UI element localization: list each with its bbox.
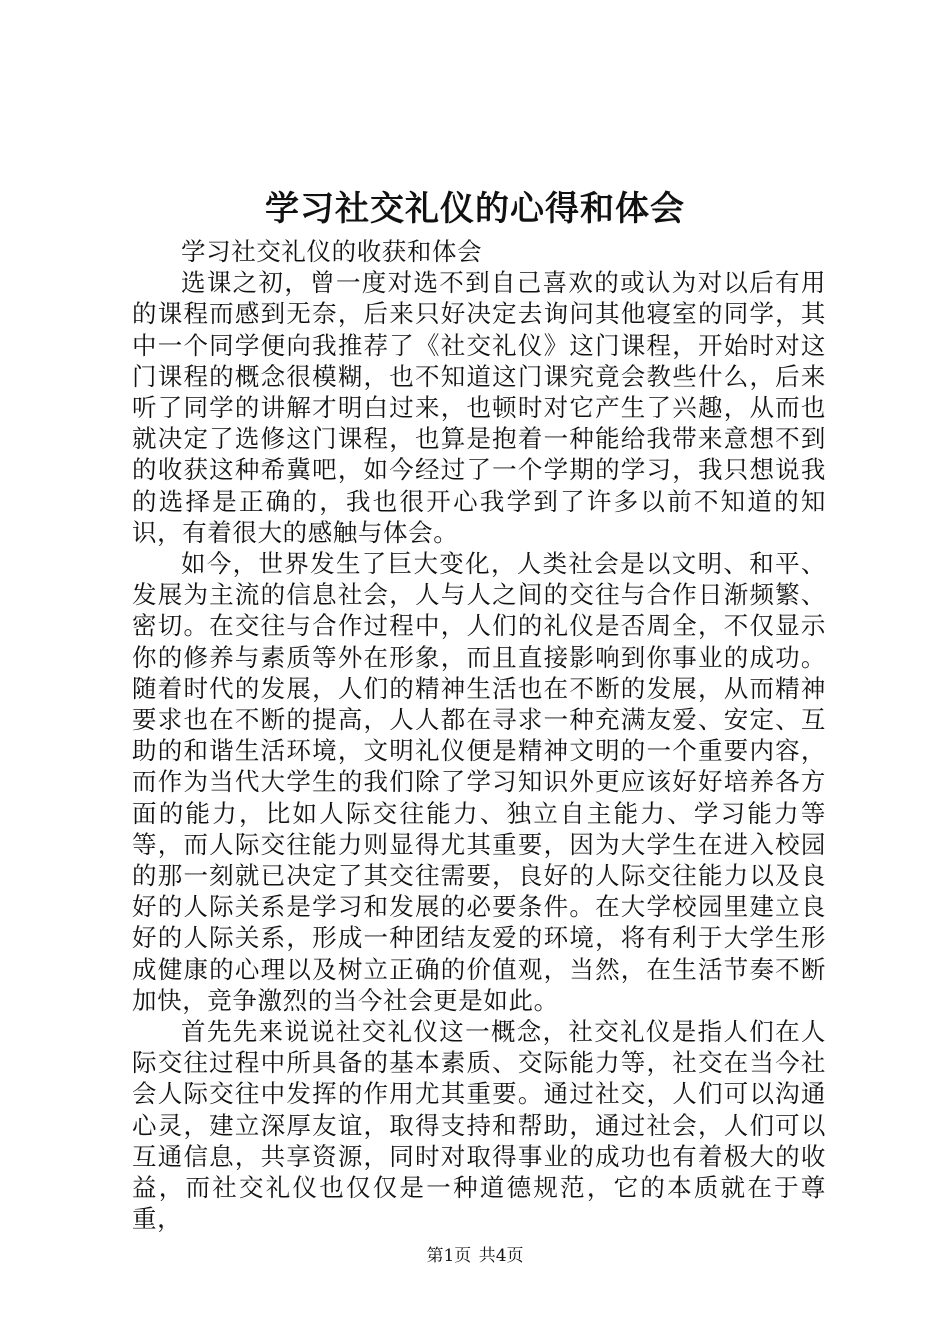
document-body — [132, 236, 826, 1235]
document-title: 学习社交礼仪的心得和体会 — [265, 189, 685, 229]
subtitle-paragraph: 学习社交礼仪的收获和体会 — [181, 237, 483, 266]
page-footer — [0, 1244, 950, 1268]
page-number: 第1页 — [426, 1246, 472, 1266]
body-paragraph: 选课之初，曾一度对选不到自己喜欢的或认为对以后有用的课程而感到无奈，后来只好决定去询问其他寝室的同学，其中一个同学便向我推荐了《社交礼仪》这门课程，开始时对这门课程的概念很模糊，也不知道这门课究竟会教些什么，后来听了同学的讲解才明白过来，也顿时对它产生了兴趣，从而也就决定了选修这门课程，也算是抱着一种能给我带来意想不到的收获这种希冀吧，如今经过了一个学期的学习，我只想说我的选择是正确的，我也很开心我学到了许多以前不知道的知识，有着很大的感触与体会。 — [132, 268, 826, 547]
body-paragraph: 首先先来说说社交礼仪这一概念，社交礼仪是指人们在人际交往过程中所具备的基本素质、交际能力等，社交在当今社会人际交往中发挥的作用尤其重要。通过社交，人们可以沟通心灵，建立深厚友谊，取得支持和帮助，通过社会，人们可以互通信息，共享资源，同时对取得事业的成功也有着极大的收益，而社交礼仪也仅仅是一种道德规范，它的本质就在于尊重， — [132, 1017, 826, 1234]
page-total: 共4页 — [478, 1246, 524, 1266]
body-paragraph: 如今，世界发生了巨大变化，人类社会是以文明、和平、发展为主流的信息社会，人与人之间的交往与合作日渐频繁、密切。在交往与合作过程中，人们的礼仪是否周全，不仅显示你的修养与素质等外在形象，而且直接影响到你事业的成功。随着时代的发展，人们的精神生活也在不断的发展，从而精神要求也在不断的提高，人人都在寻求一种充满友爱、安定、互助的和谐生活环境，文明礼仪便是精神文明的一个重要内容，而作为当代大学生的我们除了学习知识外更应该好好培养各方面的能力，比如人际交往能力、独立自主能力、学习能力等等，而人际交往能力则显得尤其重要，因为大学生在进入校园的那一刻就已决定了其交往需要，良好的人际交往能力以及良好的人际关系是学习和发展的必要条件。在大学校园里建立良好的人际关系，形成一种团结友爱的环境，将有利于大学生形成健康的心理以及树立正确的价值观，当然，在生活节奏不断加快，竞争激烈的当今社会更是如此。 — [132, 549, 826, 1015]
